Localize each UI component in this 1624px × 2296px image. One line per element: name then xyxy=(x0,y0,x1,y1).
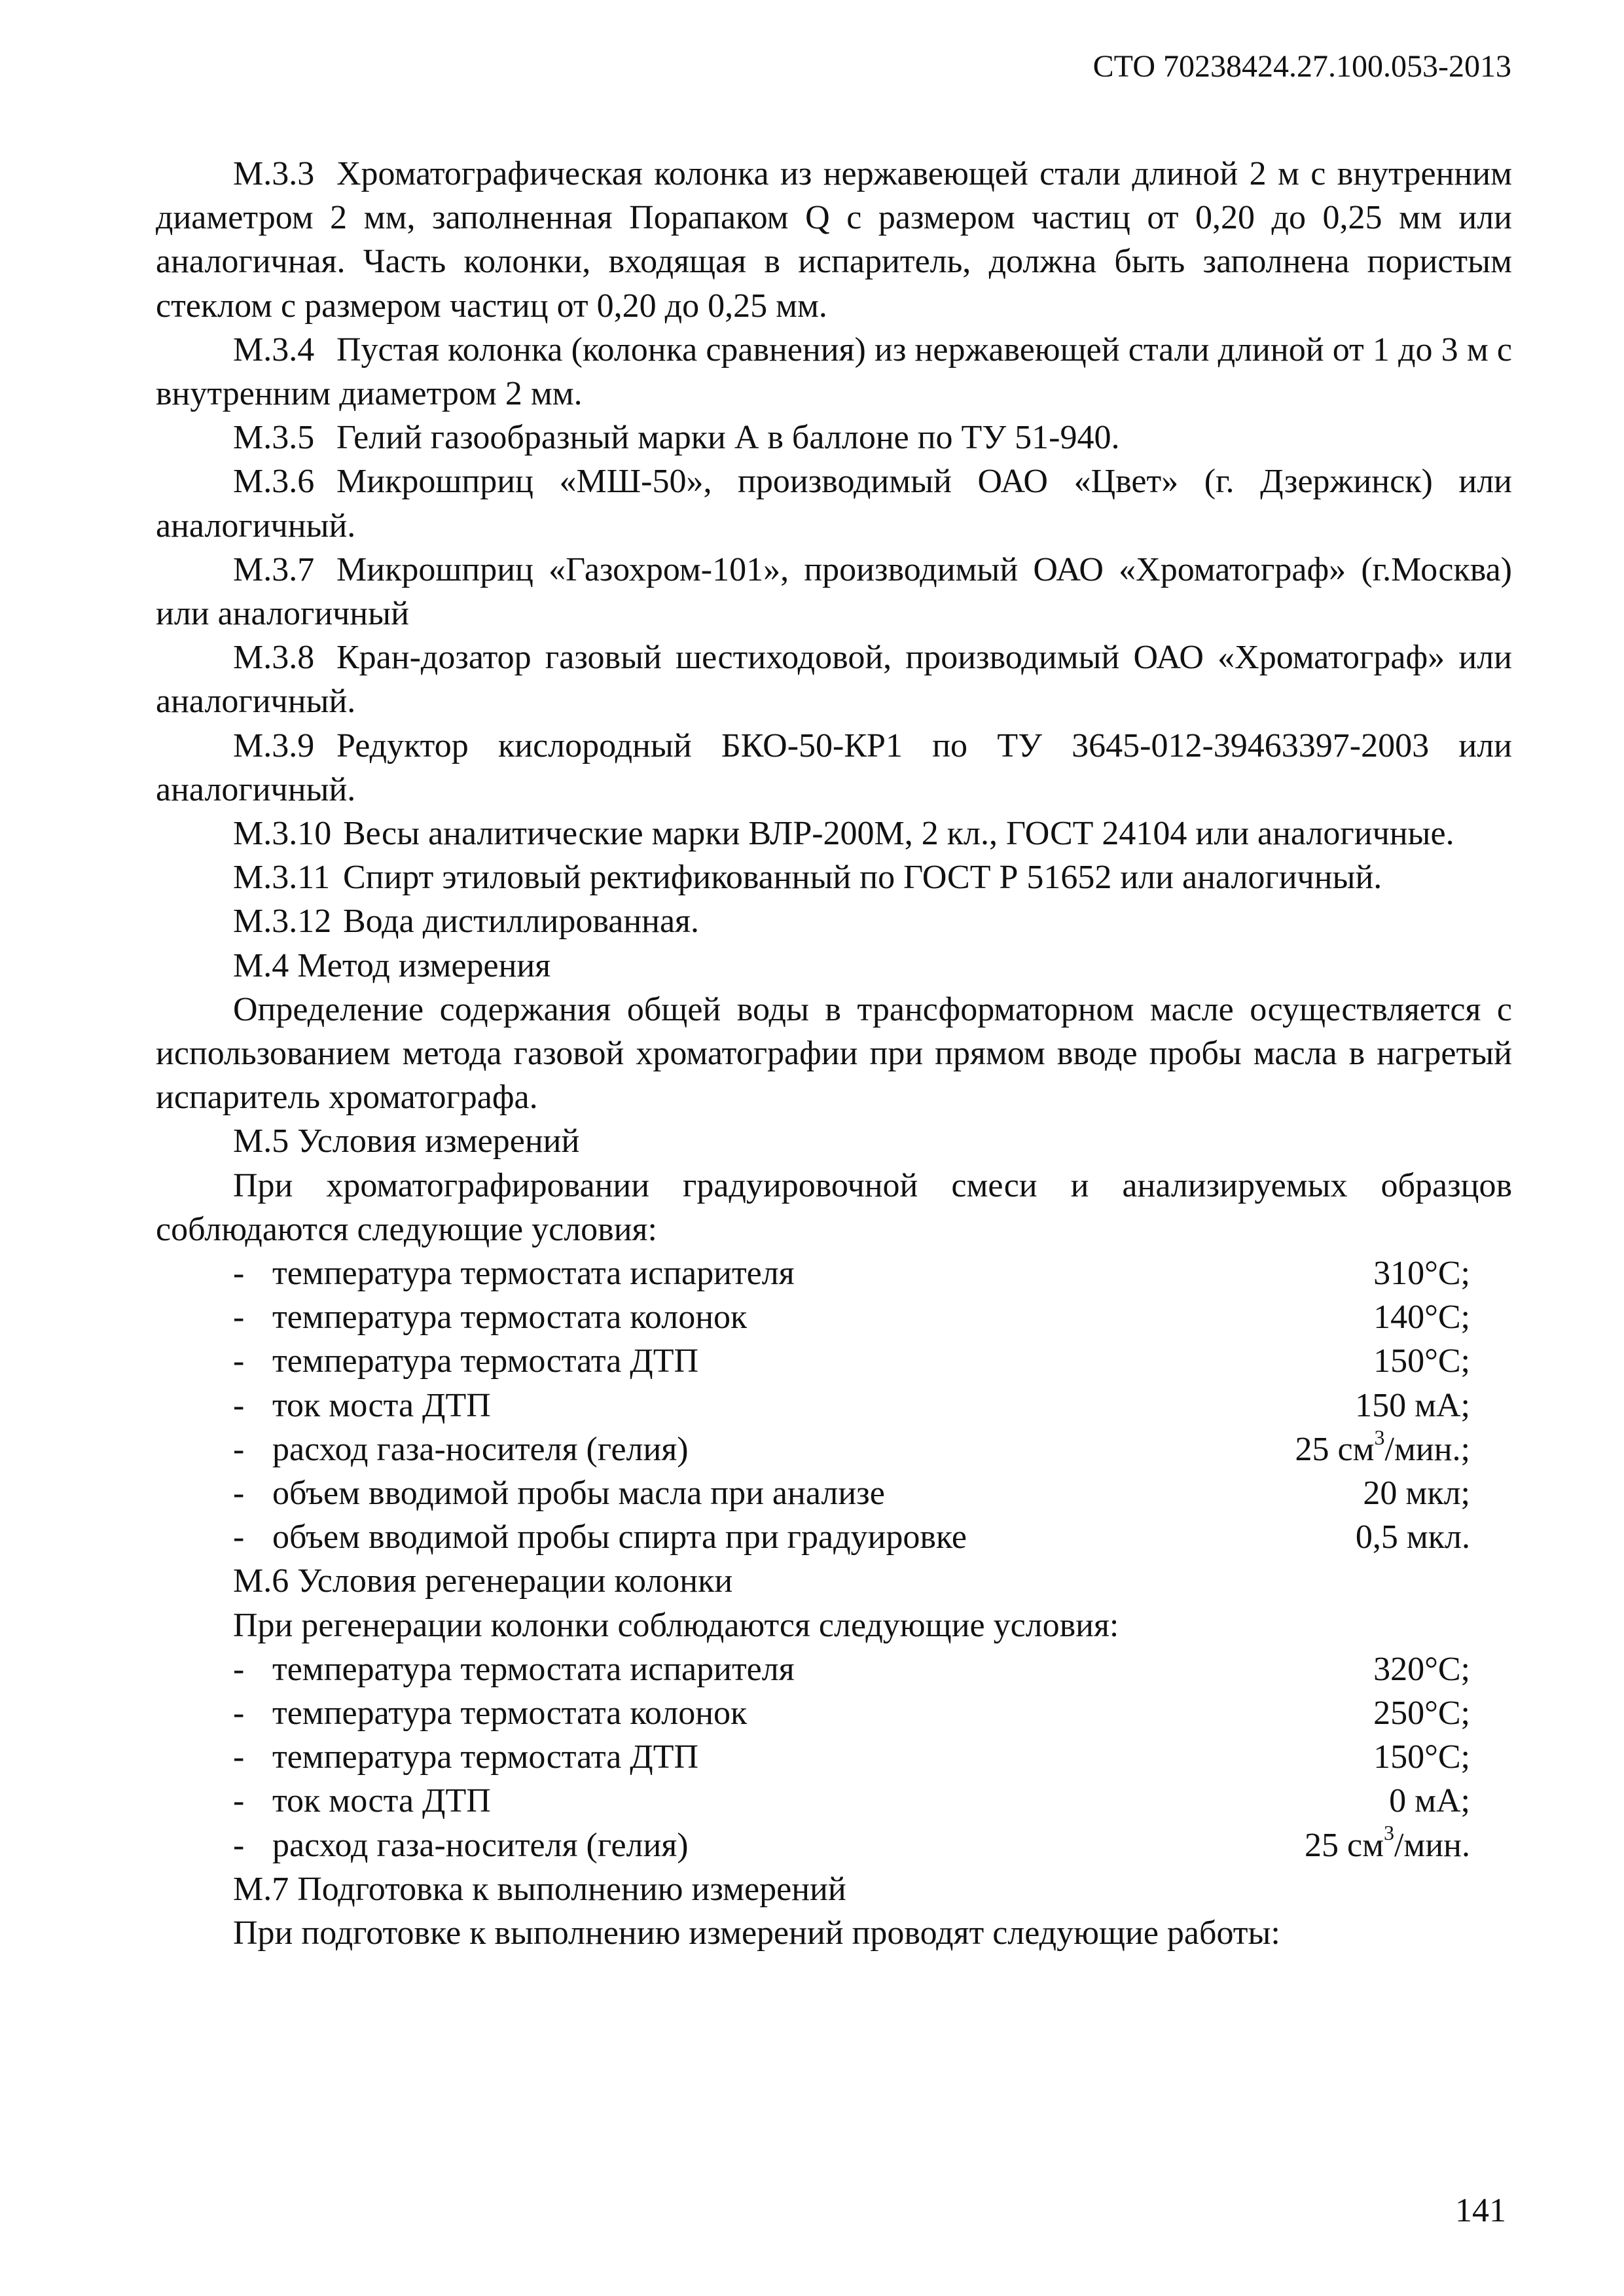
list-item xyxy=(156,855,1512,899)
item-text: Хроматографическая колонка из нержавеющей стали длиной 2 м с внутренним диаметром 2 мм, заполненная Порапаком Q с размером частиц от 0,20 до 0,25 мм или аналогичная. Часть колонки, входящая в испаритель, должна быть заполнена пористым стеклом с размером частиц от 0,20 до 0,25 мм. xyxy=(156,155,1512,325)
conditions-list-m6 xyxy=(156,1647,1512,1867)
dash-marker: - xyxy=(233,1255,245,1293)
item-number: М.3.12 xyxy=(233,903,332,941)
item-text: Весы аналитические марки ВЛР-200М, 2 кл., ГОСТ 24104 или аналогичные. xyxy=(343,815,1454,853)
condition-label: ток моста ДТП xyxy=(272,1782,491,1820)
condition-label: температура термостата колонок xyxy=(272,1694,748,1732)
condition-row xyxy=(233,1339,1470,1383)
condition-row xyxy=(233,1735,1470,1779)
item-text: Спирт этиловый ректификованный по ГОСТ Р 51652 или аналогичный. xyxy=(343,859,1382,897)
condition-row xyxy=(233,1471,1470,1515)
condition-row xyxy=(233,1691,1470,1735)
dash-marker: - xyxy=(233,1430,245,1468)
dash-marker: - xyxy=(233,1782,245,1820)
item-text: Вода дистиллированная. xyxy=(343,903,699,941)
condition-row xyxy=(233,1384,1470,1427)
condition-label: температура термостата ДТП xyxy=(272,1738,699,1776)
condition-label: ток моста ДТП xyxy=(272,1386,491,1424)
list-item xyxy=(156,459,1512,547)
condition-label: расход газа-носителя (гелия) xyxy=(272,1826,689,1864)
condition-value: 150°С; xyxy=(1373,1738,1470,1776)
value-superscript: 3 xyxy=(1383,1821,1394,1845)
condition-row xyxy=(233,1295,1470,1339)
value-suffix: /мин. xyxy=(1394,1826,1470,1864)
condition-value xyxy=(1305,1823,1470,1867)
section-text-m4: Определение содержания общей воды в трансформаторном масле осуществляется с использованием метода газовой хроматографии при прямом вводе пробы масла в нагретый испаритель хроматографа. xyxy=(156,990,1512,1117)
list-item xyxy=(156,636,1512,723)
condition-value: 310°С; xyxy=(1373,1255,1470,1293)
dash-marker: - xyxy=(233,1518,245,1556)
condition-label: объем вводимой пробы масла при анализе xyxy=(272,1475,885,1513)
value-superscript: 3 xyxy=(1374,1425,1385,1449)
list-item xyxy=(156,416,1512,459)
condition-row xyxy=(233,1515,1470,1559)
condition-label: температура термостата испарителя xyxy=(272,1650,795,1688)
section-intro-m6: При регенерации колонки соблюдаются следующие условия: xyxy=(233,1606,1119,1644)
value-suffix: /мин.; xyxy=(1384,1430,1470,1468)
condition-row xyxy=(233,1647,1470,1691)
item-number: М.3.7 xyxy=(233,550,315,588)
condition-value: 150°С; xyxy=(1373,1342,1470,1380)
dash-marker: - xyxy=(233,1694,245,1732)
section-heading-m7: М.7 Подготовка к выполнению измерений xyxy=(233,1870,846,1908)
list-item xyxy=(156,899,1512,943)
item-text: Микрошприц «Газохром-101», производимый ОАО «Хроматограф» (г.Москва) или аналогичный xyxy=(156,550,1512,633)
condition-value: 150 мА; xyxy=(1355,1386,1470,1424)
condition-label: температура термостата испарителя xyxy=(272,1255,795,1293)
conditions-list-m5 xyxy=(156,1251,1512,1559)
dash-marker: - xyxy=(233,1475,245,1513)
condition-value: 250°С; xyxy=(1373,1694,1470,1732)
list-item xyxy=(156,548,1512,636)
item-text: Кран-дозатор газовый шестиходовой, производимый ОАО «Хроматограф» или аналогичный. xyxy=(156,639,1512,721)
section-heading-m4: М.4 Метод измерения xyxy=(233,946,551,984)
condition-label: объем вводимой пробы спирта при градуировке xyxy=(272,1518,967,1556)
item-number: М.3.3 xyxy=(233,155,315,192)
item-number: М.3.9 xyxy=(233,726,315,764)
condition-value: 0 мА; xyxy=(1389,1782,1470,1820)
condition-value: 0,5 мкл. xyxy=(1355,1518,1470,1556)
item-number: М.3.8 xyxy=(233,639,315,677)
document-body xyxy=(156,152,1512,1955)
condition-row xyxy=(233,1823,1470,1867)
item-number: М.3.10 xyxy=(233,815,332,853)
list-item xyxy=(156,152,1512,328)
value-main: 25 см xyxy=(1295,1430,1375,1468)
condition-value: 20 мкл; xyxy=(1363,1475,1470,1513)
list-item xyxy=(156,724,1512,812)
item-text: Гелий газообразный марки А в баллоне по ТУ 51-940. xyxy=(336,419,1120,457)
section-intro-m5: При хроматографировании градуировочной смеси и анализируемых образцов соблюдаются следующие условия: xyxy=(156,1166,1512,1248)
item-number: М.3.11 xyxy=(233,859,331,897)
dash-marker: - xyxy=(233,1826,245,1864)
dash-marker: - xyxy=(233,1299,245,1336)
condition-row xyxy=(233,1251,1470,1295)
section-heading-m6: М.6 Условия регенерации колонки xyxy=(233,1562,733,1600)
list-item xyxy=(156,812,1512,855)
condition-label: температура термостата ДТП xyxy=(272,1342,699,1380)
condition-label: расход газа-носителя (гелия) xyxy=(272,1430,689,1468)
condition-row xyxy=(233,1427,1470,1471)
value-main: 25 см xyxy=(1304,1826,1384,1864)
dash-marker: - xyxy=(233,1386,245,1424)
section-intro-m7: При подготовке к выполнению измерений проводят следующие работы: xyxy=(233,1914,1280,1952)
item-text: Пустая колонка (колонка сравнения) из нержавеющей стали длиной от 1 до 3 м с внутренним диаметром 2 мм. xyxy=(156,331,1512,413)
page-number: 141 xyxy=(1455,2192,1506,2229)
item-number: М.3.4 xyxy=(233,331,315,368)
condition-value: 320°С; xyxy=(1373,1650,1470,1688)
dash-marker: - xyxy=(233,1342,245,1380)
section-heading-m5: М.5 Условия измерений xyxy=(233,1122,580,1160)
item-number: М.3.6 xyxy=(233,463,315,501)
item-number: М.3.5 xyxy=(233,419,315,457)
dash-marker: - xyxy=(233,1738,245,1776)
list-item xyxy=(156,328,1512,416)
condition-value xyxy=(1295,1427,1470,1471)
item-text: Микрошприц «МШ-50», производимый ОАО «Цвет» (г. Дзержинск) или аналогичный. xyxy=(156,463,1512,545)
condition-label: температура термостата колонок xyxy=(272,1299,748,1336)
condition-value: 140°С; xyxy=(1373,1299,1470,1336)
dash-marker: - xyxy=(233,1650,245,1688)
condition-row xyxy=(233,1779,1470,1823)
item-text: Редуктор кислородный БКО-50-КР1 по ТУ 3645-012-39463397-2003 или аналогичный. xyxy=(156,726,1512,808)
document-code: СТО 70238424.27.100.053-2013 xyxy=(1092,49,1511,84)
